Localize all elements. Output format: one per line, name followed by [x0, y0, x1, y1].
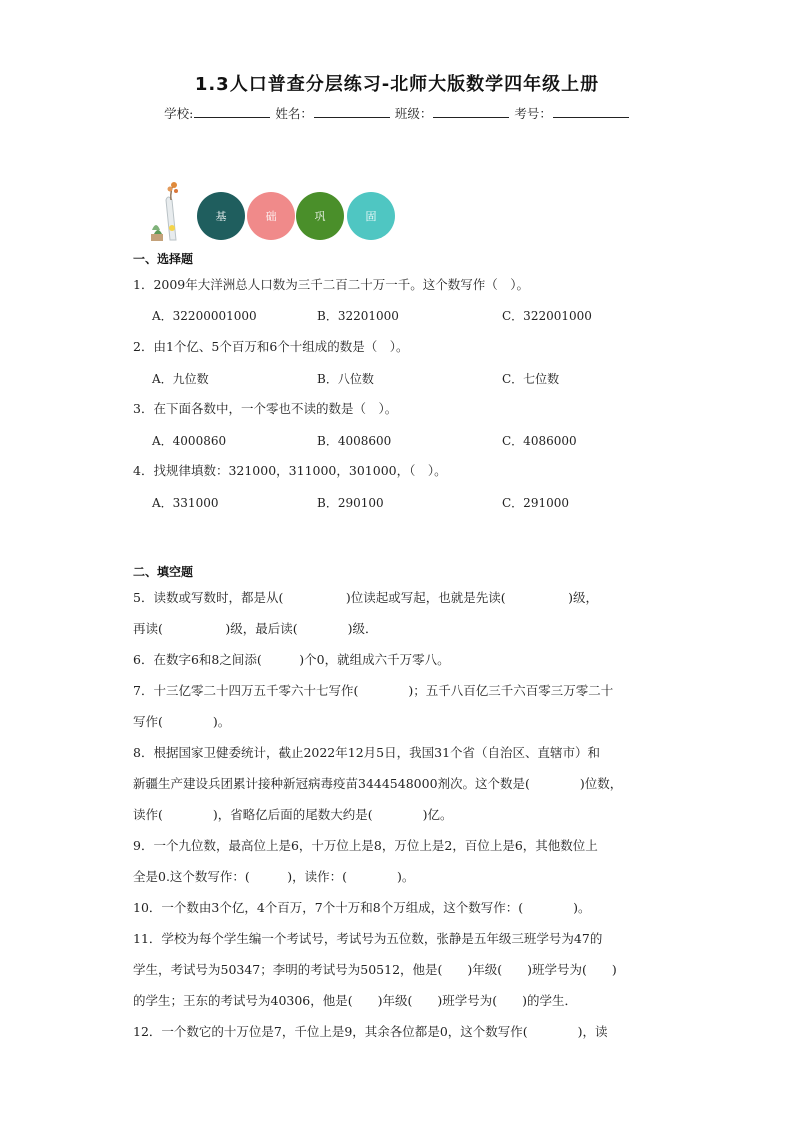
question-4-options [152, 494, 672, 514]
banner-circle-gong: 巩 [296, 192, 344, 240]
question-12-line-1: 12．一个数它的十万位是7，千位上是9，其余各位都是0，这个数写作( )，读 [133, 1024, 608, 1039]
question-11-line-1: 11．学校为每个学生编一个考试号，考试号为五位数，张静是五年级三班学号为47的 [133, 931, 603, 946]
name-blank[interactable] [314, 106, 390, 118]
option-c[interactable]: C．291000 [502, 496, 569, 510]
question-3: 3．在下面各数中，一个零也不读的数是（ ）。 [133, 401, 398, 416]
banner-circle-gu: 固 [347, 192, 395, 240]
option-a[interactable]: A．九位数 [152, 372, 209, 386]
student-info-line [0, 104, 794, 122]
name-label: 姓名： [275, 106, 313, 121]
section-banner [148, 180, 408, 242]
option-b[interactable]: B．4008600 [317, 434, 392, 448]
question-4: 4．找规律填数：321000，311000，301000，（ ）。 [133, 463, 447, 478]
question-8-line-3: 读作( )，省略亿后面的尾数大约是( )亿。 [133, 807, 453, 822]
option-a[interactable]: A．4000860 [152, 434, 227, 448]
class-label: 班级： [394, 106, 433, 121]
question-5-line-1: 5．读数或写数时，都是从( )位读起或写起，也就是先读( )级， [133, 590, 598, 605]
question-8-line-1: 8．根据国家卫健委统计，截止2022年12月5日，我国31个省（自治区、直辖市）和 [133, 745, 601, 760]
option-b[interactable]: B．32201000 [317, 309, 399, 323]
option-b[interactable]: B．290100 [317, 496, 384, 510]
number-blank[interactable] [553, 106, 629, 118]
number-label: 考号： [514, 106, 552, 121]
question-7-line-2: 写作( )。 [133, 714, 231, 729]
option-b[interactable]: B．八位数 [317, 372, 374, 386]
option-a[interactable]: A．331000 [152, 496, 219, 510]
question-1: 1．2009年大洋洲总人口数为三千二百二十万一千。这个数写作（ ）。 [133, 277, 530, 292]
school-label: 学校: [164, 106, 194, 121]
question-5-line-2: 再读( )级，最后读( )级． [133, 621, 378, 636]
school-blank[interactable] [194, 106, 270, 118]
question-8-line-2: 新疆生产建设兵团累计接种新冠病毒疫苗3444548000剂次。这个数是( )位数， [133, 776, 623, 791]
banner-circle-chu: 础 [247, 192, 295, 240]
question-1-options [152, 307, 672, 327]
section-heading-choice: 一、选择题 [133, 252, 194, 266]
question-3-options [152, 432, 672, 452]
banner-circle-ji: 基 [197, 192, 245, 240]
option-c[interactable]: C．七位数 [502, 372, 560, 386]
option-c[interactable]: C．322001000 [502, 309, 592, 323]
question-7-line-1: 7．十三亿零二十四万五千零六十七写作( )；五千八百亿三千六百零三万零二十 [133, 683, 614, 698]
option-c[interactable]: C．4086000 [502, 434, 577, 448]
question-11-line-2: 学生，考试号为50347；李明的考试号为50512，他是( )年级( )班学号为( ) [133, 962, 617, 977]
question-6: 6．在数字6和8之间添( )个0，就组成六千万零八。 [133, 652, 450, 667]
option-a[interactable]: A．32200001000 [152, 309, 257, 323]
vase-plant-icon [148, 180, 190, 242]
question-2: 2．由1个亿、5个百万和6个十组成的数是（ ）。 [133, 339, 409, 354]
question-9-line-2: 全是0.这个数写作：( )，读作：( )。 [133, 869, 415, 884]
question-10: 10．一个数由3个亿，4个百万，7个十万和8个万组成，这个数写作：( )。 [133, 900, 591, 915]
class-blank[interactable] [433, 106, 509, 118]
question-2-options [152, 370, 672, 390]
question-11-line-3: 的学生；王东的考试号为40306，他是( )年级( )班学号为( )的学生． [133, 993, 578, 1008]
section-heading-fill: 二、填空题 [133, 565, 194, 579]
page-title: 1.3人口普查分层练习-北师大版数学四年级上册 [194, 74, 600, 95]
question-9-line-1: 9．一个九位数，最高位上是6，十万位上是8，万位上是2，百位上是6，其他数位上 [133, 838, 598, 853]
